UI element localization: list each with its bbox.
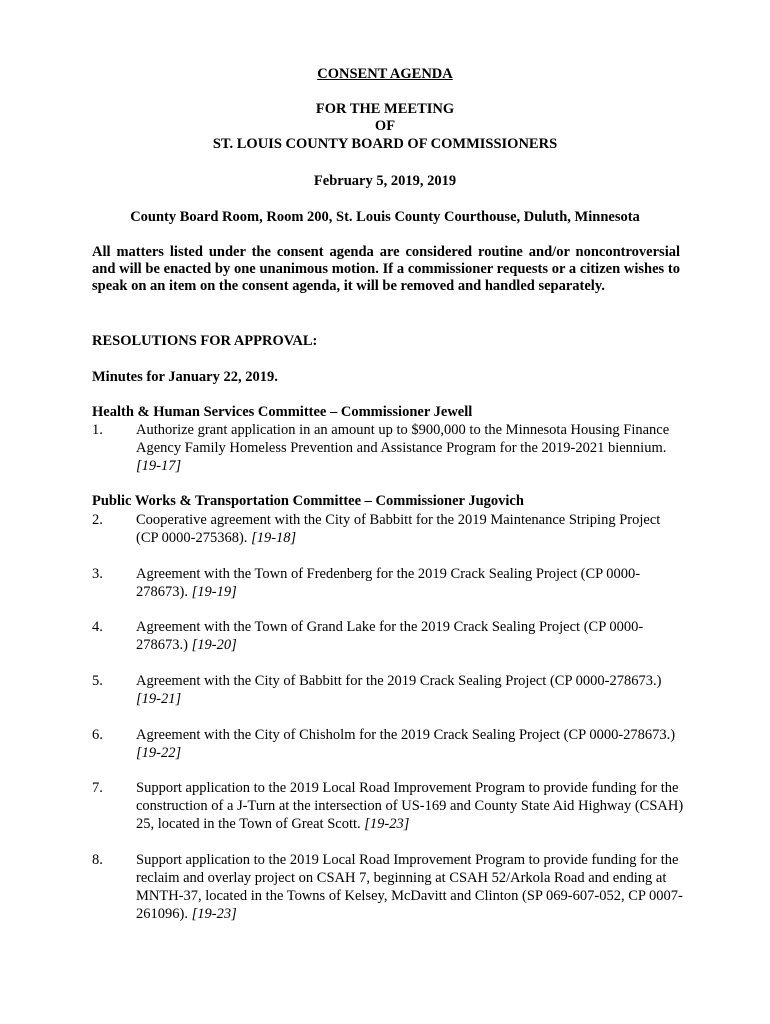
- item-number: 2.: [92, 512, 103, 528]
- agenda-item: [92, 851, 684, 923]
- item-number: 4.: [92, 619, 103, 635]
- meeting-location: County Board Room, Room 200, St. Louis County Courthouse, Duluth, Minnesota: [130, 209, 640, 225]
- meeting-date: February 5, 2019, 2019: [313, 173, 457, 189]
- subtitle-line-2: OF: [374, 118, 396, 134]
- agenda-item: [92, 421, 684, 475]
- intro-paragraph: All matters listed under the consent agenda are considered routine and/or noncontroversial and will be enacted by one unanimous motion. If a commissioner requests or a citizen wishes to speak on an item on the consent agenda, it will be removed and handled separately.: [92, 244, 680, 294]
- agenda-item: [92, 511, 684, 547]
- committee-heading-public-works: Public Works & Transportation Committee – Commissioner Jugovich: [92, 493, 524, 509]
- item-reference: [19-23]: [364, 816, 410, 832]
- item-text: Support application to the 2019 Local Road Improvement Program to provide funding for the reclaim and overlay project on CSAH 7, beginning at CSAH 52/Arkola Road and ending at MNTH-37, located in the Towns of Kelsey, McDavitt and Clinton (SP 069-607-052, CP 0007-261096).: [136, 852, 683, 922]
- item-number: 1.: [92, 422, 103, 438]
- item-text: Cooperative agreement with the City of Babbitt for the 2019 Maintenance Striping Project (CP 0000-275368).: [136, 512, 661, 546]
- committee-heading-health: Health & Human Services Committee – Commissioner Jewell: [92, 404, 473, 420]
- agenda-item: [92, 726, 684, 762]
- board-name: ST. LOUIS COUNTY BOARD OF COMMISSIONERS: [212, 136, 558, 152]
- item-text: Support application to the 2019 Local Road Improvement Program to provide funding for the construction of a J-Turn at the intersection of US-169 and County State Aid Highway (CSAH) 25, located in the Town of Great Scott.: [136, 780, 684, 832]
- agenda-item: [92, 618, 684, 654]
- item-reference: [19-21]: [136, 691, 182, 707]
- item-number: 8.: [92, 852, 103, 868]
- agenda-item: [92, 672, 684, 708]
- item-text: Agreement with the City of Chisholm for the 2019 Crack Sealing Project (CP 0000-278673.): [136, 727, 676, 743]
- item-reference: [19-23]: [191, 906, 237, 922]
- item-reference: [19-19]: [191, 584, 237, 600]
- agenda-item: [92, 779, 684, 833]
- resolutions-heading: RESOLUTIONS FOR APPROVAL:: [92, 333, 318, 349]
- document-title: CONSENT AGENDA: [317, 66, 453, 82]
- item-number: 6.: [92, 727, 103, 743]
- item-number: 7.: [92, 780, 103, 796]
- item-text: Authorize grant application in an amount up to $900,000 to the Minnesota Housing Finance Agency Family Homeless Prevention and Assistance Program for the 2019-2021 biennium.: [136, 422, 670, 456]
- item-reference: [19-22]: [136, 745, 182, 761]
- item-text: Agreement with the Town of Fredenberg for the 2019 Crack Sealing Project (CP 0000-278673).: [136, 566, 641, 600]
- subtitle-line-1: FOR THE MEETING: [315, 101, 455, 117]
- minutes-line: Minutes for January 22, 2019.: [92, 369, 278, 385]
- item-number: 3.: [92, 566, 103, 582]
- item-text: Agreement with the City of Babbitt for the 2019 Crack Sealing Project (CP 0000-278673.): [136, 673, 662, 689]
- item-reference: [19-18]: [251, 530, 297, 546]
- item-reference: [19-17]: [136, 458, 182, 474]
- item-text: Agreement with the Town of Grand Lake for the 2019 Crack Sealing Project (CP 0000-278673.): [136, 619, 644, 653]
- agenda-item: [92, 565, 684, 601]
- item-reference: [19-20]: [191, 637, 237, 653]
- item-number: 5.: [92, 673, 103, 689]
